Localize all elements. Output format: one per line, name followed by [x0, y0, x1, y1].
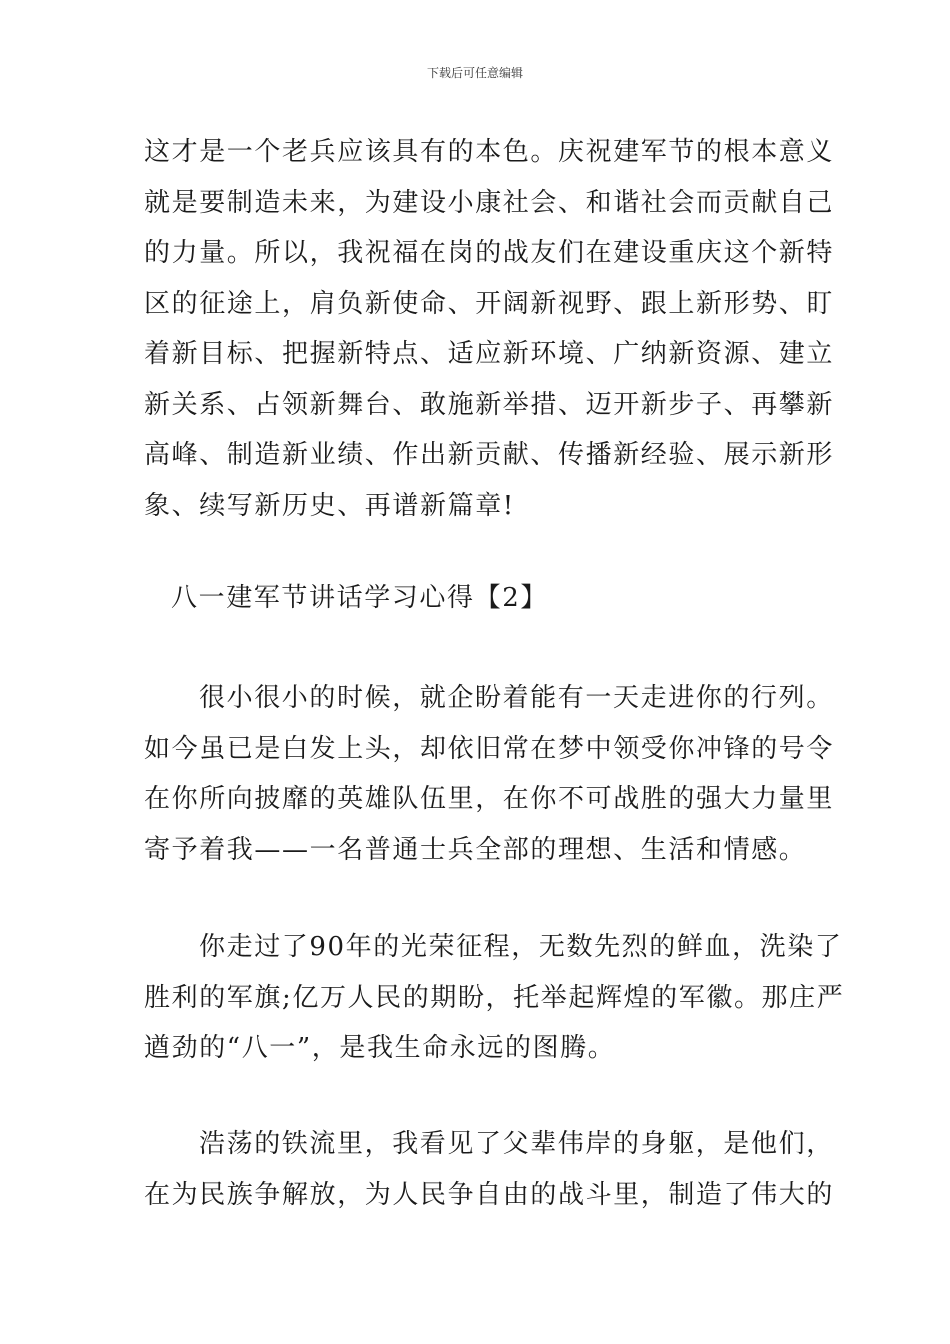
paragraph-line: 很小很小的时候，就企盼着能有一天走进你的行列。	[199, 683, 834, 713]
paragraph-line: 如今虽已是白发上头，却依旧常在梦中领受你冲锋的号令	[144, 733, 835, 764]
paragraph-line: 新关系、占领新舞台、敢施新举措、迈开新步子、再攀新	[144, 389, 835, 420]
page-header: 下载后可任意编辑	[426, 66, 523, 80]
paragraph-4	[144, 1119, 835, 1220]
paragraph-3	[144, 922, 845, 1074]
paragraph-line: 的力量。所以，我祝福在岗的战友们在建设重庆这个新特	[144, 238, 835, 268]
paragraph-line: 在你所向披靡的英雄队伍里，在你不可战胜的强大力量里	[144, 784, 835, 814]
section-heading: 八一建军节讲话学习心得【2】	[171, 583, 548, 613]
paragraph-line: 区的征途上，肩负新使命、开阔新视野、跟上新形势、盯	[144, 288, 835, 319]
paragraph-line: 寄予着我——一名普通士兵全部的理想、生活和情感。	[144, 834, 807, 865]
paragraph-line: 浩荡的铁流里，我看见了父辈伟岸的身躯，是他们，	[199, 1129, 834, 1159]
paragraph-line: 就是要制造未来，为建设小康社会、和谐社会而贡献自己	[144, 187, 835, 218]
paragraph-line: 你走过了90年的光荣征程，无数先烈的鲜血，洗染了	[199, 932, 843, 962]
paragraph-1	[144, 127, 835, 531]
paragraph-line: 胜利的军旗;亿万人民的期盼，托举起辉煌的军徽。那庄严	[144, 982, 845, 1013]
paragraph-line: 着新目标、把握新特点、适应新环境、广纳新资源、建立	[144, 339, 835, 369]
paragraph-line: 在为民族争解放，为人民争自由的战斗里，制造了伟大的	[144, 1179, 835, 1210]
paragraph-line: 这才是一个老兵应该具有的本色。庆祝建军节的根本意义	[144, 137, 835, 167]
paragraph-2	[144, 673, 835, 875]
paragraph-line: 象、续写新历史、再谱新篇章!	[144, 490, 515, 521]
paragraph-line: 高峰、制造新业绩、作出新贡献、传播新经验、展示新形	[144, 440, 835, 470]
paragraph-line: 遒劲的“八一”，是我生命永远的图腾。	[144, 1033, 616, 1063]
